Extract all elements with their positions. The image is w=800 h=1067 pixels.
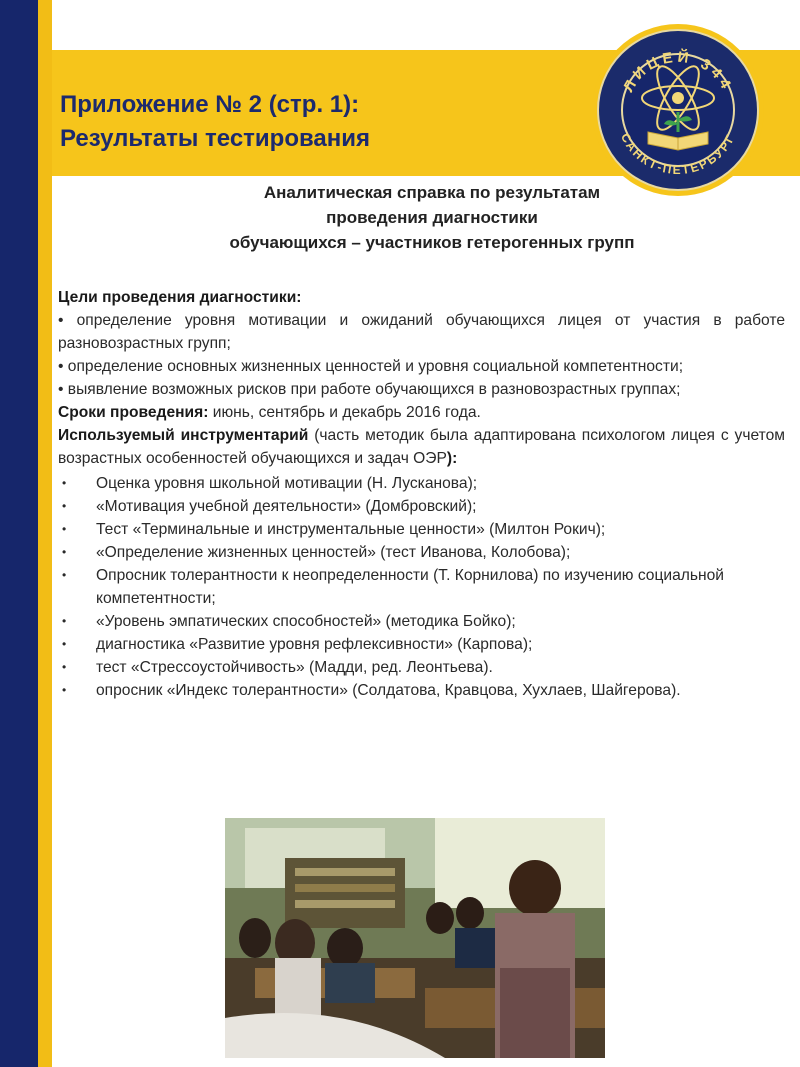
list-item: • Опросник толерантности к неопределенности (Т. Корнилова) по изучению социальной компетентности; — [58, 564, 785, 610]
logo-text-bottom: САНКТ-ПЕТЕРБУРГ — [617, 130, 739, 178]
list-item: • «Определение жизненных ценностей» (тест Иванова, Колобова); — [58, 541, 785, 564]
page-title-line1: Приложение № 2 (стр. 1): — [60, 91, 360, 118]
list-item: • Оценка уровня школьной мотивации (Н. Лусканова); — [58, 472, 785, 495]
goal-item: • определение уровня мотивации и ожиданий обучающихся лицея от участия в работе разновозрастных групп; — [58, 312, 785, 352]
tools-paragraph — [58, 424, 785, 470]
report-subtitle — [112, 180, 752, 255]
goal-item: • определение основных жизненных ценностей и уровня социальной компетентности; — [58, 358, 684, 375]
list-item: • тест «Стрессоустойчивость» (Мадди, ред. Леонтьева). — [58, 656, 785, 679]
tools-list — [58, 472, 785, 702]
subtitle-line1: Аналитическая справка по результатам — [263, 183, 601, 202]
list-item: • «Мотивация учебной деятельности» (Домбровский); — [58, 495, 785, 518]
left-gold-bar — [38, 0, 52, 1067]
subtitle-line2: проведения диагностики — [326, 208, 538, 227]
page-title-line2: Результаты тестирования — [60, 125, 371, 152]
logo-text-top: ЛИЦЕЙ 344 — [619, 48, 737, 95]
list-item: • Тест «Терминальные и инструментальные ценности» (Милтон Рокич); — [58, 518, 785, 541]
report-body — [58, 286, 785, 702]
list-item: • «Уровень эмпатических способностей» (методика Бойко); — [58, 610, 785, 633]
page-title — [60, 88, 520, 156]
list-item: • диагностика «Развитие уровня рефлексивности» (Карпова); — [58, 633, 785, 656]
subtitle-line3: обучающихся – участников гетерогенных групп — [229, 233, 635, 252]
goals-heading: Цели проведения диагностики: — [58, 289, 302, 306]
list-item: • опросник «Индекс толерантности» (Солдатова, Кравцова, Хухлаев, Шайгерова). — [58, 679, 785, 702]
tools-label-end: ): — [446, 450, 458, 467]
goal-item: • выявление возможных рисков при работе обучающихся в разновозрастных группах; — [58, 381, 681, 398]
dates-label: Сроки проведения: — [58, 404, 209, 421]
left-navy-bar — [0, 0, 38, 1067]
tools-note: (часть методик была адаптирована психологом лицея с учетом возрастных особенностей обучающихся и задач ОЭР — [58, 427, 785, 467]
classroom-photo — [225, 818, 605, 1058]
dates-value: июнь, сентябрь и декабрь 2016 года. — [208, 404, 481, 421]
lyceum-logo — [588, 20, 768, 200]
tools-label: Используемый инструментарий — [58, 427, 309, 444]
dates-paragraph — [58, 401, 785, 424]
